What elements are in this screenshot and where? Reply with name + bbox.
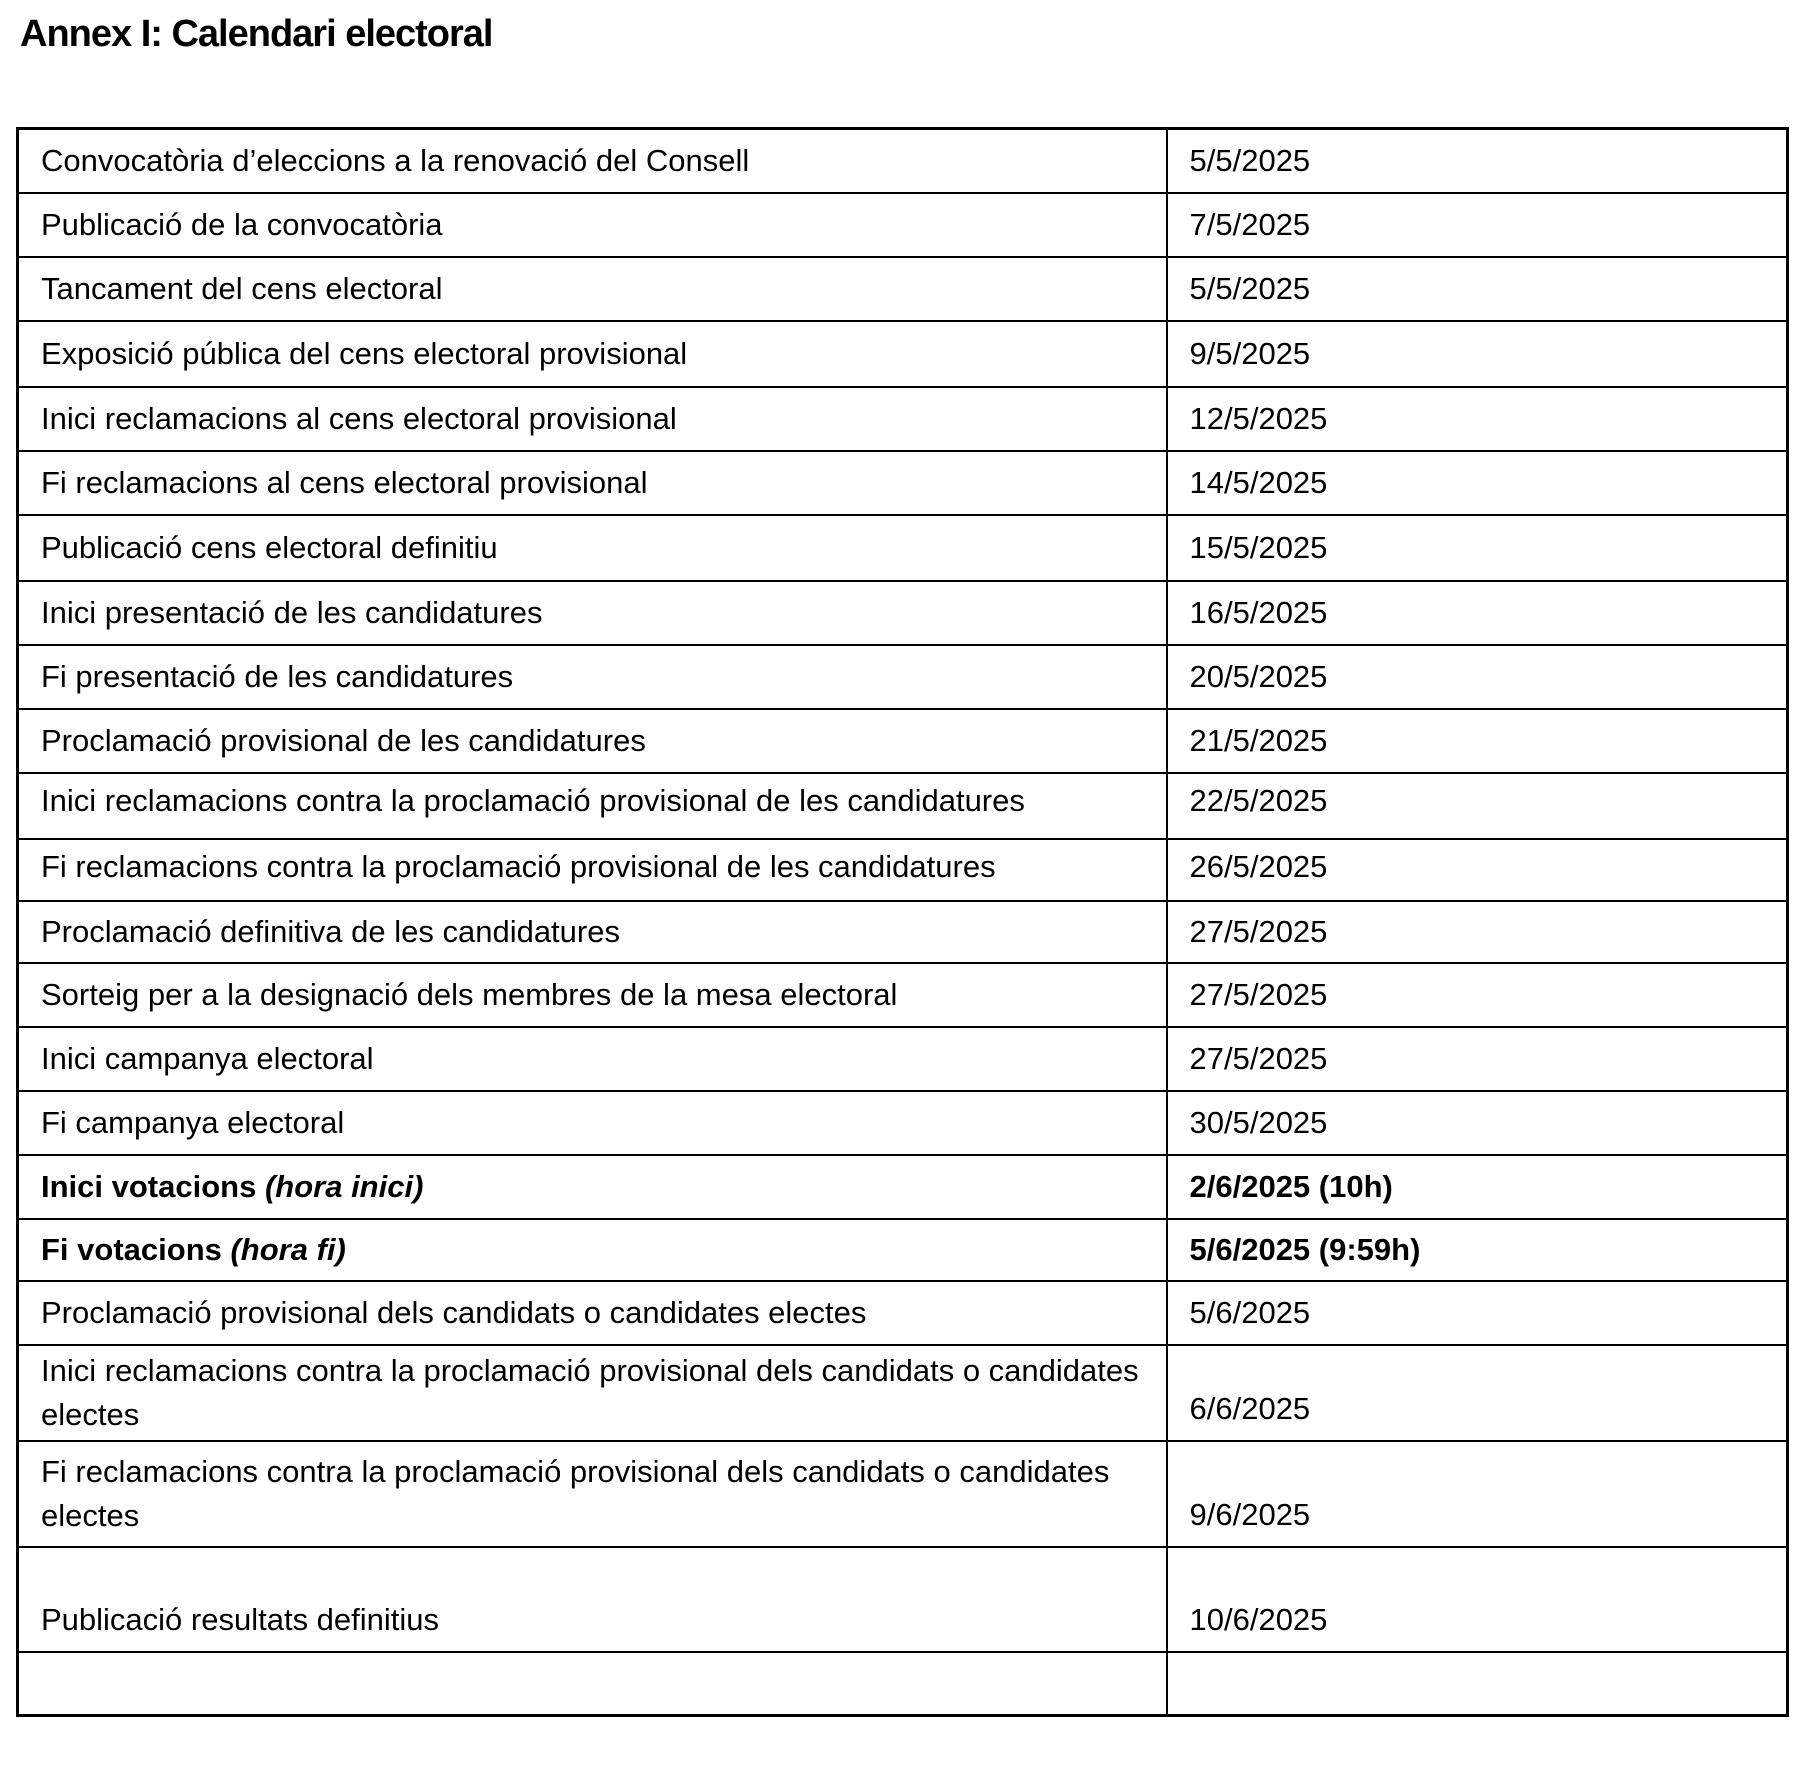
date-cell: 7/5/2025 — [1167, 193, 1788, 257]
date-cell: 6/6/2025 — [1167, 1345, 1788, 1441]
event-cell — [18, 1652, 1167, 1716]
event-label: Tancament del cens electoral — [41, 270, 443, 306]
table-row — [18, 451, 1788, 515]
page-title: Annex I: Calendari electoral — [20, 13, 493, 55]
event-cell — [18, 257, 1167, 321]
event-label: Sorteig per a la designació dels membres de la mesa electoral — [41, 976, 898, 1012]
table-row — [18, 581, 1788, 645]
event-cell — [18, 387, 1167, 451]
date-cell: 27/5/2025 — [1167, 963, 1788, 1027]
event-label: Fi votacions — [41, 1231, 231, 1267]
event-cell — [18, 515, 1167, 581]
table-row — [18, 1219, 1788, 1281]
date-cell: 9/6/2025 — [1167, 1441, 1788, 1547]
date-cell: 10/6/2025 — [1167, 1547, 1788, 1652]
table-row — [18, 1027, 1788, 1091]
event-cell — [18, 1441, 1167, 1547]
event-label: Proclamació provisional de les candidatures — [41, 722, 646, 758]
event-label: Publicació de la convocatòria — [41, 206, 443, 242]
event-cell — [18, 1155, 1167, 1219]
table-row — [18, 1441, 1788, 1547]
table-row — [18, 1547, 1788, 1652]
event-label: Fi reclamacions al cens electoral provisional — [41, 464, 648, 500]
event-cell — [18, 839, 1167, 901]
table-row — [18, 387, 1788, 451]
table-row — [18, 839, 1788, 901]
date-cell: 5/5/2025 — [1167, 129, 1788, 193]
table-row-empty — [18, 1652, 1788, 1716]
event-label: Inici votacions — [41, 1168, 265, 1204]
event-cell — [18, 451, 1167, 515]
event-cell — [18, 193, 1167, 257]
date-cell: 27/5/2025 — [1167, 901, 1788, 963]
event-cell — [18, 709, 1167, 773]
event-cell — [18, 581, 1167, 645]
event-cell — [18, 321, 1167, 387]
table-row — [18, 1281, 1788, 1345]
event-cell — [18, 129, 1167, 193]
date-cell: 22/5/2025 — [1167, 773, 1788, 839]
event-label: Inici presentació de les candidatures — [41, 594, 543, 630]
event-note: (hora fi) — [230, 1231, 346, 1267]
table-row — [18, 193, 1788, 257]
event-label: Inici campanya electoral — [41, 1040, 374, 1076]
date-cell: 20/5/2025 — [1167, 645, 1788, 709]
event-cell — [18, 773, 1167, 839]
date-cell: 27/5/2025 — [1167, 1027, 1788, 1091]
event-label: Inici reclamacions contra la proclamació provisional de les candidatures — [41, 782, 1025, 818]
event-note: (hora inici) — [264, 1168, 424, 1204]
date-cell: 16/5/2025 — [1167, 581, 1788, 645]
event-label: Fi reclamacions contra la proclamació provisional de les candidatures — [41, 848, 996, 884]
table-row — [18, 1155, 1788, 1219]
table-row — [18, 515, 1788, 581]
event-cell — [18, 1219, 1167, 1281]
table-row — [18, 257, 1788, 321]
event-label: Exposició pública del cens electoral provisional — [41, 335, 688, 371]
table-row — [18, 963, 1788, 1027]
event-label: Inici reclamacions contra la proclamació provisional dels candidats o candidates electes — [41, 1352, 1139, 1432]
date-cell: 14/5/2025 — [1167, 451, 1788, 515]
date-cell — [1167, 1652, 1788, 1716]
date-cell: 5/5/2025 — [1167, 257, 1788, 321]
date-cell: 2/6/2025 (10h) — [1167, 1155, 1788, 1219]
event-cell — [18, 1091, 1167, 1155]
date-cell: 30/5/2025 — [1167, 1091, 1788, 1155]
table-row — [18, 1345, 1788, 1441]
event-cell — [18, 645, 1167, 709]
event-label: Fi presentació de les candidatures — [41, 658, 514, 694]
table-row — [18, 645, 1788, 709]
event-label: Proclamació definitiva de les candidatures — [41, 913, 620, 949]
event-label: Inici reclamacions al cens electoral provisional — [41, 400, 677, 436]
table-row — [18, 709, 1788, 773]
event-cell — [18, 901, 1167, 963]
date-cell: 26/5/2025 — [1167, 839, 1788, 901]
table-row — [18, 129, 1788, 193]
date-cell: 5/6/2025 (9:59h) — [1167, 1219, 1788, 1281]
event-label: Proclamació provisional dels candidats o candidates electes — [41, 1294, 867, 1330]
event-cell — [18, 1281, 1167, 1345]
event-label: Convocatòria d’eleccions a la renovació del Consell — [41, 142, 750, 178]
event-label: Fi reclamacions contra la proclamació provisional dels candidats o candidates electes — [41, 1453, 1110, 1533]
event-label: Publicació resultats definitius — [41, 1601, 440, 1637]
event-label: Fi campanya electoral — [41, 1104, 345, 1140]
event-label: Publicació cens electoral definitiu — [41, 529, 498, 565]
event-cell — [18, 1547, 1167, 1652]
table-row — [18, 901, 1788, 963]
table-row — [18, 773, 1788, 839]
table-row — [18, 1091, 1788, 1155]
date-cell: 15/5/2025 — [1167, 515, 1788, 581]
date-cell: 9/5/2025 — [1167, 321, 1788, 387]
date-cell: 21/5/2025 — [1167, 709, 1788, 773]
event-cell — [18, 1027, 1167, 1091]
calendar-table — [16, 127, 1789, 1717]
event-cell — [18, 1345, 1167, 1441]
event-cell — [18, 963, 1167, 1027]
table-row — [18, 321, 1788, 387]
date-cell: 12/5/2025 — [1167, 387, 1788, 451]
date-cell: 5/6/2025 — [1167, 1281, 1788, 1345]
